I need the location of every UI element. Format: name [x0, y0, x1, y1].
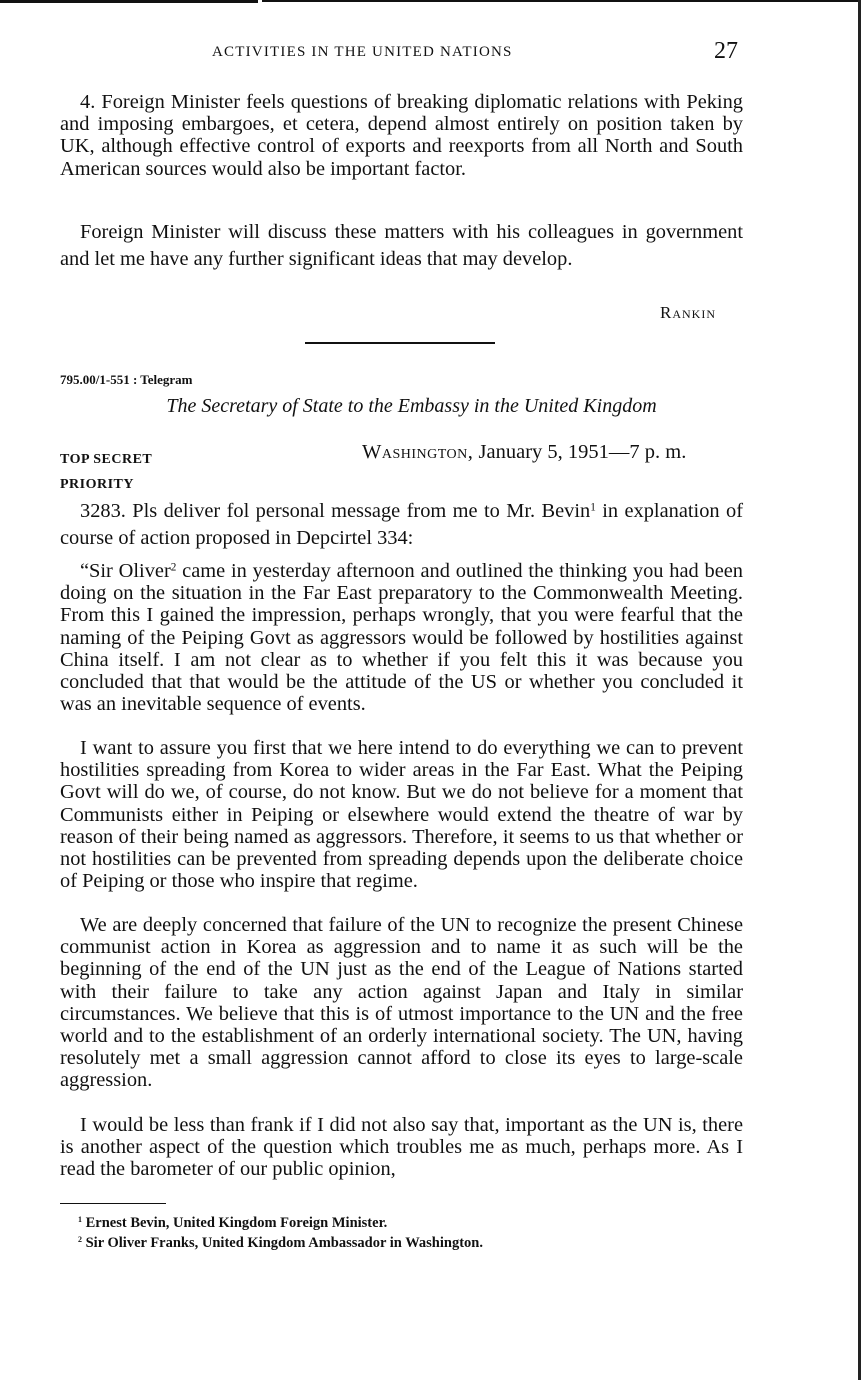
intro-text-b: in explanation of course of action proposed in Depcirtel 334: [60, 500, 743, 549]
message-paragraph-2: I want to assure you first that we here intend to do everything we can to prevent hostilities spreading from Korea to wider areas in the Far East. What the Peiping Govt will do we, of course, do not know. But we do not believe for a moment that Communists either in Peiping or elsewhere would extend the theatre of war by reason of their being named as aggressors. Therefore, it seems to us that whether or not hostilities can be prevented from spreading depends upon the deliberate choice of Peiping or those who inspire that regime. [60, 737, 743, 893]
telegram-intro [60, 498, 743, 552]
footnote-ref-2: 2 [170, 561, 177, 574]
message-paragraph-4: I would be less than frank if I did not also say that, important as the UN is, there is another aspect of the question which troubles me as much, perhaps more. As I read the barometer of our public opinion, [60, 1114, 743, 1181]
dateline [362, 441, 686, 464]
footnote-2-text: Sir Oliver Franks, United Kingdom Ambassador in Washington. [85, 1235, 483, 1251]
dateline-date: January 5, 1951—7 p. m. [478, 441, 687, 463]
message-1-text-b: came in yesterday afternoon and outlined the thinking you had been doing on the situation in the Far East preparatory to the Commonwealth Meeting. From this I gained the impression, perhaps wrongly, that you were fearful that the naming of the Peiping Govt as aggressors would be followed by hostilities against China itself. I am not clear as to whether if you felt this it was because you concluded that that would be the attitude of the US or whether you concluded it was an inevitable sequence of events. [60, 560, 743, 716]
footnote-rule [60, 1203, 166, 1204]
paragraph-5: Foreign Minister will discuss these matters with his colleagues in government and let me have any further significant ideas that may develop. [60, 221, 743, 270]
message-paragraph-1 [60, 560, 743, 715]
top-border-rule [0, 0, 258, 3]
running-head: ACTIVITIES IN THE UNITED NATIONS [212, 44, 513, 60]
footnote-2 [78, 1235, 483, 1252]
signature: Rankin [660, 303, 716, 322]
footnote-ref-1: 1 [590, 501, 596, 514]
top-border-rule-right [262, 0, 861, 2]
page-number: 27 [714, 38, 738, 64]
footnote-1-mark: 1 [78, 1215, 82, 1225]
message-paragraph-3: We are deeply concerned that failure of the UN to recognize the present Chinese communist action in Korea as aggression and to name it as such will be the beginning of the end of the UN just as the end of the League of Nations started with their failure to take any action against Japan and Italy in similar circumstances. We believe that this is of utmost importance to the UN and the free world and to the establishment of an orderly international society. The UN, having resolutely met a small aggression cannot afford to close its eyes to large-scale aggression. [60, 914, 743, 1092]
message-1-text-a: “Sir Oliver [80, 560, 171, 582]
document-separator [305, 342, 495, 344]
intro-text-a: 3283. Pls deliver fol personal message from me to Mr. Bevin [80, 500, 591, 522]
priority-marking: PRIORITY [60, 477, 135, 492]
paragraph-4: 4. Foreign Minister feels questions of breaking diplomatic relations with Peking and imposing embargoes, et cetera, depend almost entirely on position taken by UK, although effective control of exports and reexports from all North and South American sources would also be important factor. [60, 91, 743, 180]
footnote-2-mark: 2 [78, 1235, 82, 1245]
dateline-place: Washington, [362, 441, 474, 463]
file-reference: 795.00/1-551 : Telegram [60, 372, 193, 387]
footnote-1-text: Ernest Bevin, United Kingdom Foreign Minister. [85, 1215, 388, 1231]
document-title: The Secretary of State to the Embassy in the United Kingdom [166, 395, 657, 417]
classification: TOP SECRET [60, 452, 153, 467]
footnote-1 [78, 1215, 387, 1232]
